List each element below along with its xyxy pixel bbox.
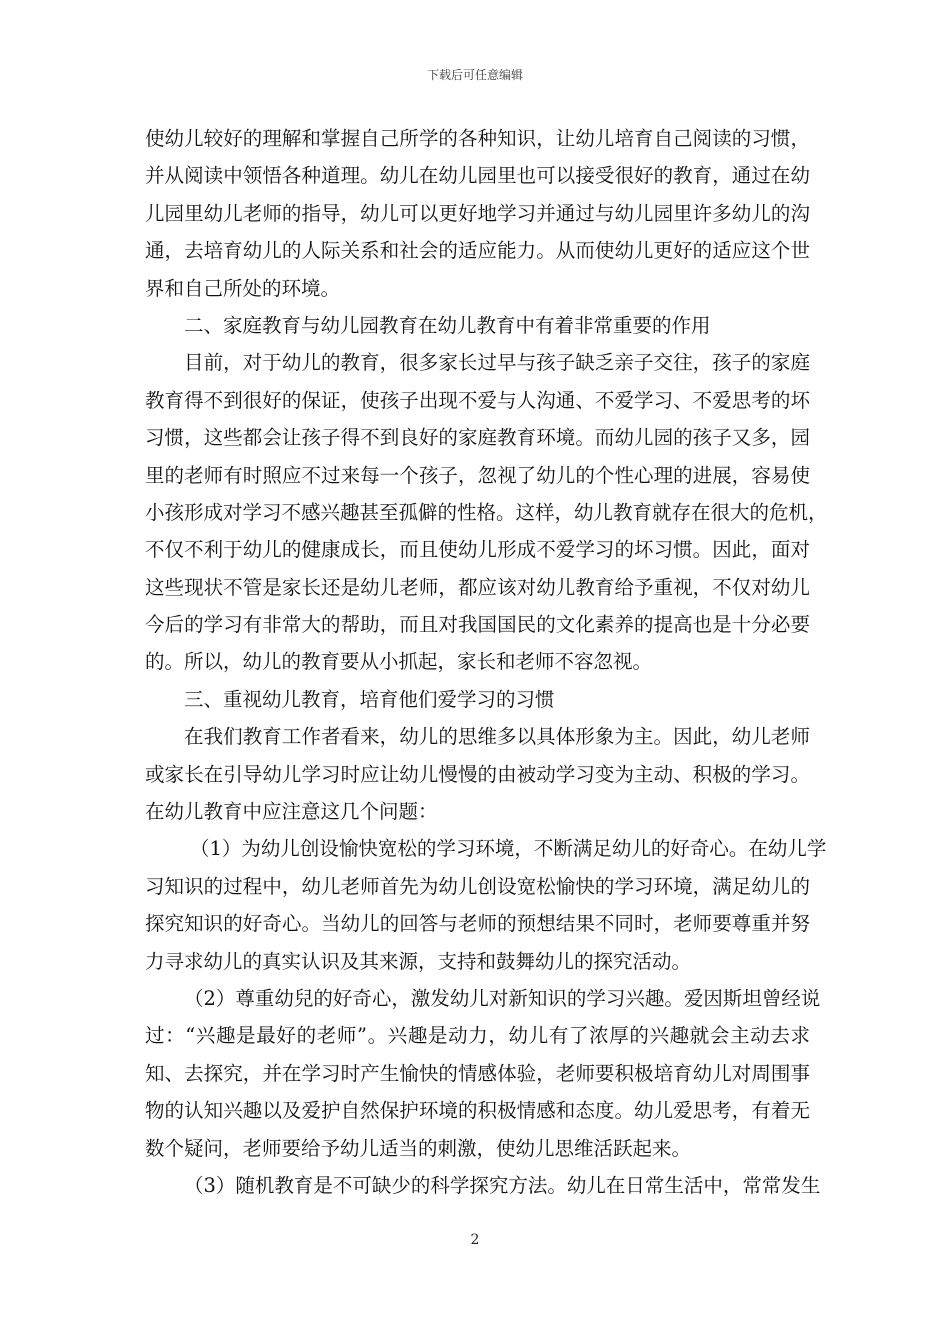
text-line: 今后的学习有非常大的帮助，而且对我国国民的文化素养的提高也是十分必要 <box>145 613 810 637</box>
text-line: 目前，对于幼儿的教育，很多家长过早与孩子缺乏亲子交往，孩子的家庭 <box>184 351 810 375</box>
text-line: 使幼儿较好的理解和掌握自己所学的各种知识，让幼儿培育自己阅读的习惯， <box>145 127 810 150</box>
section-heading: 三、重视幼儿教育，培育他们爱学习的习惯 <box>184 687 555 711</box>
text-line: 数个疑问，老师要给予幼儿适当的刺激，使幼儿思维活跃起来。 <box>145 1136 692 1160</box>
section-heading: 二、家庭教育与幼儿园教育在幼儿教育中有着非常重要的作用 <box>184 313 711 337</box>
text-line: 知、去探究，并在学习时产生愉快的情感体验，老师要积极培育幼儿对周围事 <box>145 1061 810 1085</box>
document-body <box>145 120 828 1204</box>
text-line: 习惯，这些都会让孩子得不到良好的家庭教育环境。而幼儿园的孩子又多，园 <box>145 426 810 450</box>
text-line: 儿园里幼儿老师的指导，幼儿可以更好地学习并通过与幼儿园里许多幼儿的沟 <box>145 201 810 225</box>
text-line: 的。所以，幼儿的教育要从小抓起，家长和老师不容忽视。 <box>145 650 653 674</box>
text-line: 在幼儿教育中应注意这几个问题： <box>145 800 438 824</box>
text-line: （1）为幼儿创设愉快宽松的学习环境，不断满足幼儿的好奇心。在幼儿学 <box>190 837 827 861</box>
text-line: 习知识的过程中，幼儿老师首先为幼儿创设宽松愉快的学习环境，满足幼儿的 <box>145 874 810 898</box>
page-header: 下载后可任意编辑 <box>426 68 523 82</box>
page-number: 2 <box>470 1232 480 1248</box>
text-line: 这些现状不管是家长还是幼儿老师，都应该对幼儿教育给予重视，不仅对幼儿 <box>145 575 810 599</box>
text-line: 探究知识的好奇心。当幼儿的回答与老师的预想结果不同时，老师要尊重并努 <box>145 912 810 936</box>
text-line: 力寻求幼儿的真实认识及其来源，支持和鼓舞幼儿的探究活动。 <box>145 949 692 973</box>
text-line: （3）随机教育是不可缺少的科学探究方法。幼儿在日常生活中，常常发生 <box>184 1173 821 1197</box>
text-line: （2）尊重幼兒的好奇心，激发幼儿对新知识的学习兴趣。爱因斯坦曾经说 <box>184 986 821 1010</box>
text-line: 里的老师有时照应不过来每一个孩子，忽视了幼儿的个性心理的进展，容易使 <box>145 463 810 487</box>
text-line: 不仅不利于幼儿的健康成长，而且使幼儿形成不爱学习的坏习惯。因此，面对 <box>145 538 810 562</box>
text-line: 或家长在引导幼儿学习时应让幼儿慢慢的由被动学习变为主动、积极的学习。 <box>145 762 810 786</box>
text-line: 过：“兴趣是最好的老师”。兴趣是动力，幼儿有了浓厚的兴趣就会主动去求 <box>145 1024 810 1048</box>
text-line: 通，去培育幼儿的人际关系和社会的适应能力。从而使幼儿更好的适应这个世 <box>145 239 810 263</box>
text-line: 小孩形成对学习不感兴趣甚至孤僻的性格。这样，幼儿教育就存在很大的危机， <box>145 500 828 524</box>
text-line: 物的认知兴趣以及爱护自然保护环境的积极情感和态度。幼儿爱思考，有着无 <box>145 1099 810 1123</box>
text-line: 在我们教育工作者看来，幼儿的思维多以具体形象为主。因此，幼儿老师 <box>184 725 810 749</box>
text-line: 并从阅读中领悟各种道理。幼儿在幼儿园里也可以接受很好的教育，通过在幼 <box>145 164 810 188</box>
text-line: 界和自己所处的环境。 <box>145 276 341 300</box>
text-line: 教育得不到很好的保证，使孩子出现不爱与人沟通、不爱学习、不爱思考的坏 <box>145 388 810 412</box>
